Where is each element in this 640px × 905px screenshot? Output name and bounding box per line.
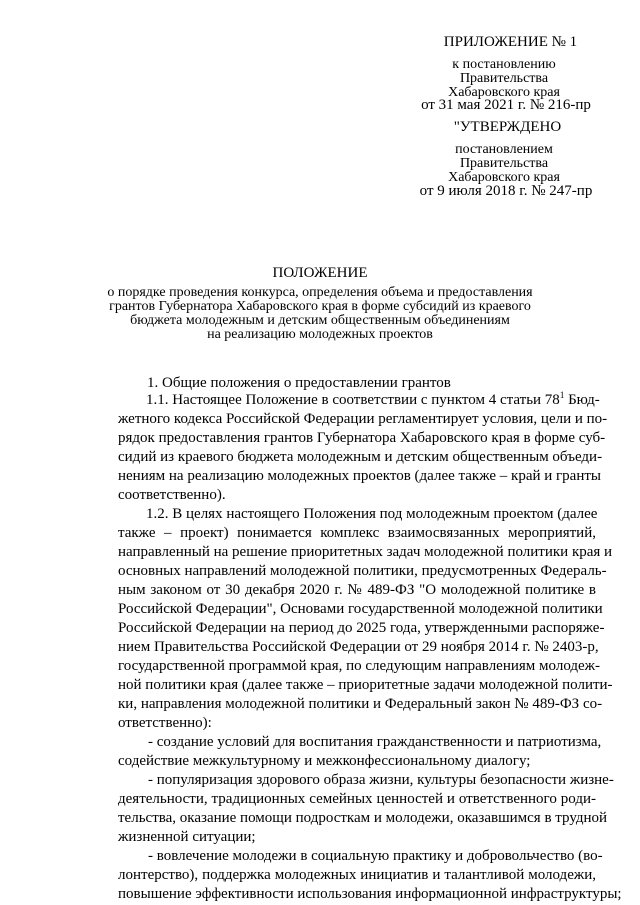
- list-item-line: - создание условий для воспитания гражданственности и патриотизма,: [148, 734, 602, 750]
- paragraph-line: государственной программой края, по следующим направлениям молодеж-: [118, 658, 601, 674]
- paragraph-line: сидий из краевого бюджета молодежным и детским общественным объеди-: [118, 449, 603, 465]
- resolution-date: от 31 мая 2021 г. № 216-пр: [421, 97, 591, 113]
- paragraph-line: ной политики края (далее также – приоритетные задачи молодежной полити-: [118, 677, 613, 693]
- paragraph-text: Бюд-: [564, 392, 600, 408]
- paragraph-line: жетного кодекса Российской Федерации регламентирует условия, цели и по-: [118, 411, 608, 427]
- list-item-line: повышение эффективности использования информационной инфраструктуры;: [118, 886, 622, 902]
- paragraph-line: направленный на решение приоритетных задач молодежной политики края и: [118, 544, 613, 560]
- document-body: [118, 390, 622, 904]
- list-item-line: содействие межкультурному и межконфессиональному диалогу;: [118, 753, 531, 769]
- paragraph-text: 1.1. Настоящее Положение в соответствии с пунктом 4 статьи 78: [146, 392, 560, 408]
- paragraph-line: рядок предоставления грантов Губернатора Хабаровского края в форме суб-: [118, 430, 606, 446]
- subtitle-line: на реализацию молодежных проектов: [207, 327, 433, 342]
- document-title: ПОЛОЖЕНИЕ: [272, 265, 368, 281]
- subtitle-line: о порядке проведения конкурса, определения объема и предоставления: [107, 285, 533, 300]
- paragraph-line: Российской Федерации", Основами государственной молодежной политики: [118, 601, 603, 617]
- list-item-line: - вовлечение молодежи в социальную практику и добровольчество (во-: [148, 848, 603, 864]
- paragraph-line: ным законом от 30 декабря 2020 г. № 489-ФЗ "О молодежной политике в: [118, 582, 596, 598]
- approved-date: от 9 июля 2018 г. № 247-пр: [419, 183, 593, 199]
- resolution-line: к постановлению: [452, 57, 556, 72]
- resolution-line: Правительства: [459, 71, 549, 86]
- list-item-line: деятельности, традиционных семейных ценностей и ответственного роди-: [118, 791, 596, 807]
- approved-line: Хабаровского края: [448, 170, 560, 185]
- paragraph-line: ки, направления молодежной политики и Федеральный закон № 489-ФЗ со-: [118, 696, 603, 712]
- list-item-line: - популяризация здорового образа жизни, культуры безопасности жизне-: [148, 772, 614, 788]
- paragraph-line: нениям на реализацию молодежных проектов (далее также – край и гранты: [118, 468, 602, 484]
- section-heading: 1. Общие положения о предоставлении грантов: [147, 375, 451, 391]
- paragraph-line: нием Правительства Российской Федерации от 29 ноября 2014 г. № 2403-р,: [118, 639, 599, 655]
- subtitle-line: грантов Губернатора Хабаровского края в форме субсидий из краевого: [109, 299, 531, 314]
- list-item-line: жизненной ситуации;: [118, 829, 256, 845]
- paragraph-line: Российской Федерации на период до 2025 года, утвержденными распоряже-: [118, 620, 605, 636]
- document-subtitle: [40, 286, 600, 342]
- list-item-line: тельства, оказание помощи подросткам и молодежи, оказавшимся в трудной: [118, 810, 608, 826]
- appendix-heading: ПРИЛОЖЕНИЕ № 1: [443, 34, 578, 50]
- approved-stamp: "УТВЕРЖДЕНО: [453, 119, 562, 135]
- paragraph-line: соответственно).: [118, 487, 226, 503]
- approved-by: [420, 143, 588, 185]
- superscript: 1: [559, 390, 565, 400]
- approved-line: постановлением: [455, 142, 553, 157]
- paragraph-line: также – проект) понимается комплекс взаимосвязанных мероприятий,: [118, 525, 596, 541]
- paragraph-line: [118, 390, 600, 410]
- resolution-reference: [420, 58, 588, 100]
- approved-line: Правительства: [459, 156, 549, 171]
- paragraph-line: 1.2. В целях настоящего Положения под молодежным проектом (далее: [146, 506, 598, 522]
- paragraph-line: основных направлений молодежной политики, предусмотренных Федераль-: [118, 563, 607, 579]
- list-item-line: лонтерство), поддержка молодежных инициатив и талантливой молодежи,: [118, 867, 596, 883]
- paragraph-line: ответственно):: [118, 715, 212, 731]
- resolution-line: Хабаровского края: [448, 85, 560, 100]
- subtitle-line: бюджета молодежным и детским общественным объединениям: [130, 313, 510, 328]
